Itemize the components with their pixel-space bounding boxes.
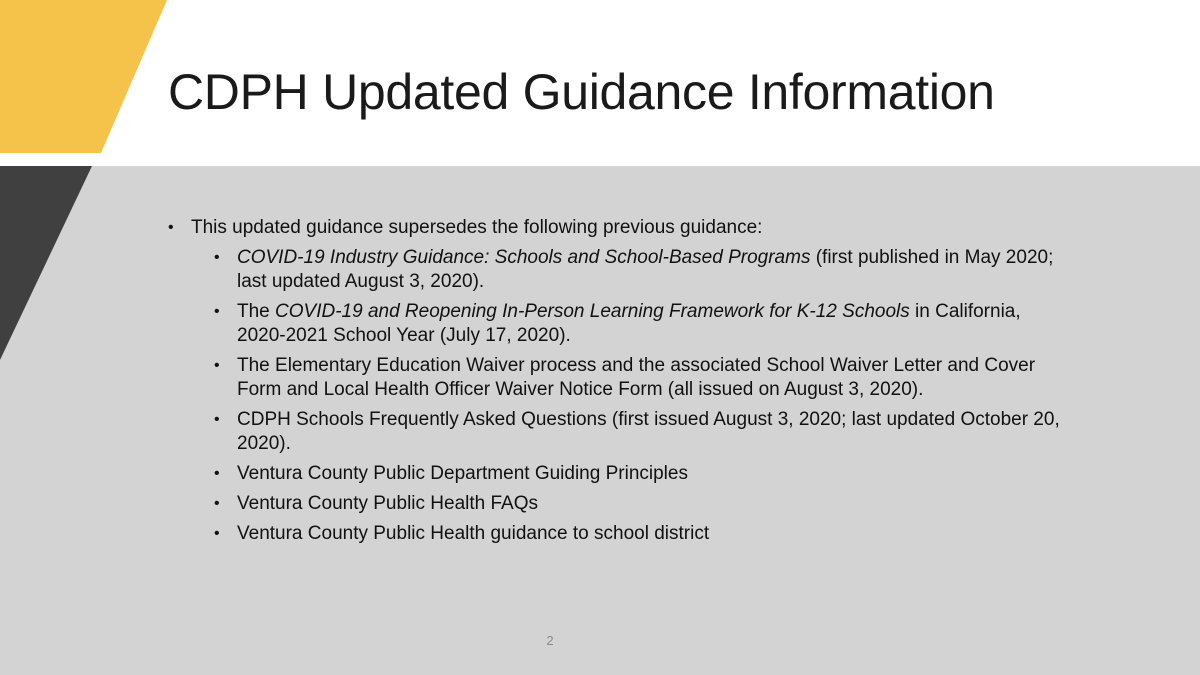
yellow-accent-shape <box>0 0 167 153</box>
item-text: The Elementary Education Waiver process and the associated School Waiver Letter and Cover Form and Local Health Officer Waiver Notice Form (all issued on August 3, 2020). <box>237 355 1036 400</box>
item-text: The <box>237 301 276 322</box>
item-title-italic: COVID-19 Industry Guidance: Schools and School-Based Programs <box>237 247 811 268</box>
page-title: CDPH Updated Guidance Information <box>168 64 995 120</box>
item-text: CDPH Schools Frequently Asked Questions (first issued August 3, 2020; last updated October 20, 2020). <box>237 409 1060 454</box>
list-item <box>191 492 1068 516</box>
dark-accent-shape <box>0 166 92 360</box>
bullet-list <box>168 216 1068 546</box>
bullet-dot-icon: • <box>214 495 220 512</box>
bullet-dot-icon: • <box>214 249 220 266</box>
item-text: in California, 2020-2021 School Year (July 17, 2020). <box>237 301 1021 346</box>
list-item <box>191 522 1068 546</box>
bullet-item-intro <box>168 216 1068 546</box>
bullet-dot-icon: • <box>214 303 220 320</box>
list-item <box>191 408 1068 456</box>
list-item <box>191 246 1068 294</box>
item-text: Ventura County Public Health FAQs <box>237 493 538 514</box>
bullet-content <box>168 216 1068 552</box>
item-title-italic: COVID-19 and Reopening In-Person Learning Framework for K-12 Schools <box>275 301 910 322</box>
bullet-dot-icon: • <box>168 219 174 236</box>
list-item <box>191 300 1068 348</box>
page-number: 2 <box>546 633 554 648</box>
bullet-dot-icon: • <box>214 525 220 542</box>
bullet-dot-icon: • <box>214 411 220 428</box>
intro-text: This updated guidance supersedes the following previous guidance: <box>191 217 763 238</box>
item-text: (first published in May 2020; last updated August 3, 2020). <box>237 247 1054 292</box>
item-text: Ventura County Public Health guidance to school district <box>237 523 710 544</box>
list-item <box>191 462 1068 486</box>
bullet-dot-icon: • <box>214 465 220 482</box>
list-item <box>191 354 1068 402</box>
item-text: Ventura County Public Department Guiding Principles <box>237 463 688 484</box>
sub-bullet-list <box>191 246 1068 546</box>
bullet-dot-icon: • <box>214 357 220 374</box>
